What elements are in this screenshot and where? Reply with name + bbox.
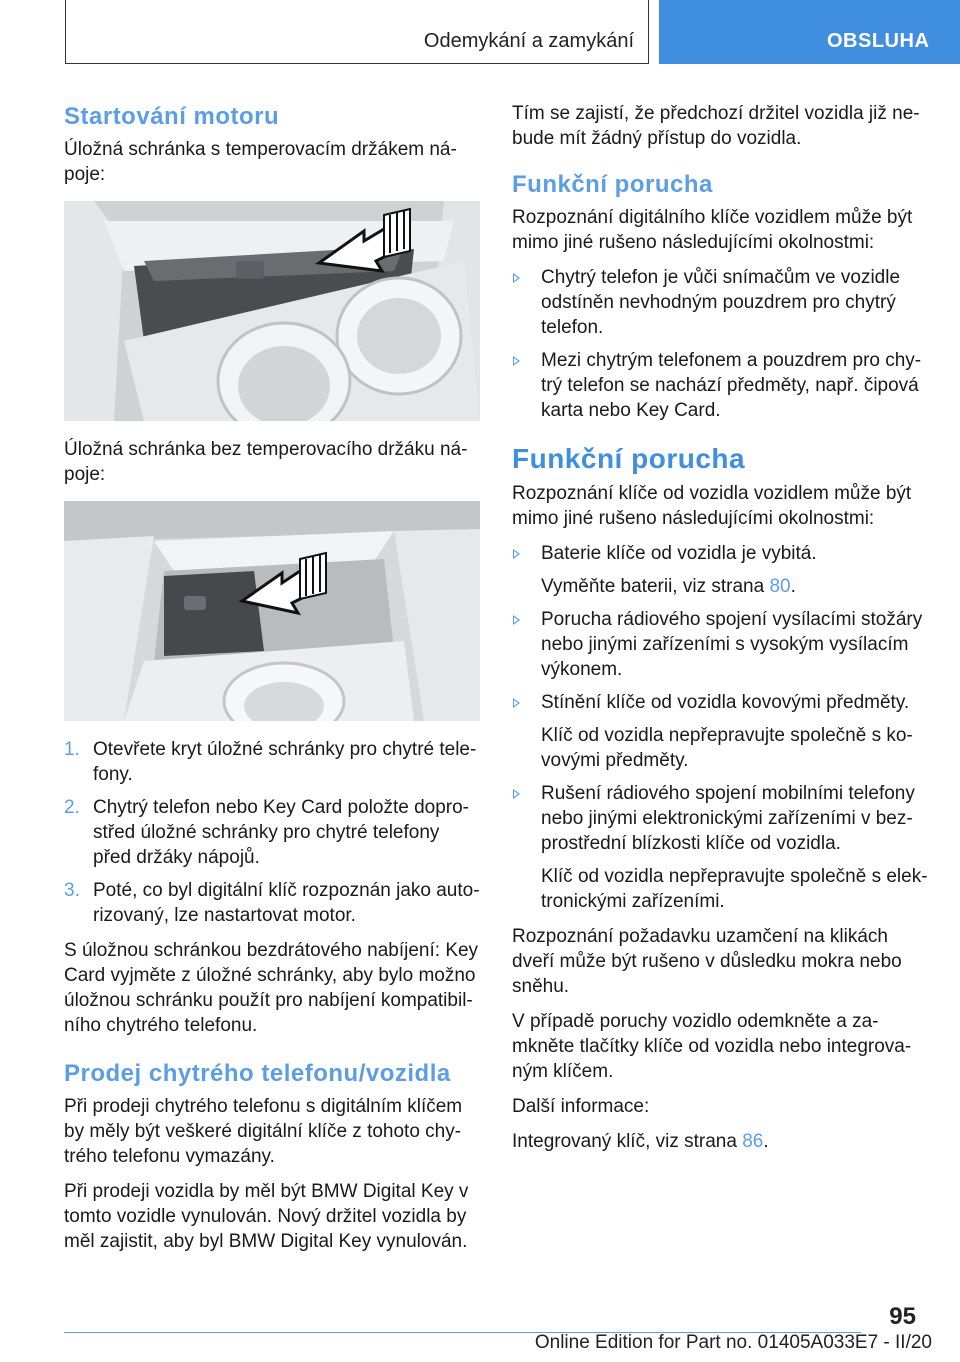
caption-tray-with-holder: Úložná schránka s temperovacím držákem ná-poje: (64, 139, 457, 185)
paragraph-more-info: Další informace: (512, 1096, 650, 1117)
heading-sale: Prodej chytrého telefonu/vozidla (64, 1060, 451, 1087)
list-item (512, 781, 930, 914)
list-item (64, 737, 482, 787)
section-title: Odemykání a zamykání (423, 30, 634, 52)
bullet-triangle-icon (513, 615, 520, 625)
chapter-tab[interactable] (659, 0, 960, 64)
bullet-text: Mezi chytrým telefonem a pouzdrem pro chy-trý telefon se nachází předměty, např. čipová karta nebo Key Card. (541, 350, 922, 421)
paragraph-sale-vehicle: Při prodeji vozidla by měl být BMW Digital Key v tomto vozidle vynulován. Nový držitel vozidla by měl zajistit, aby byl BMW Digital Key vynulován. (64, 1181, 469, 1252)
paragraph-integrated-key (512, 1129, 930, 1154)
heading-malfunction-key: Funkční porucha (512, 443, 746, 474)
bullet-triangle-icon (513, 698, 520, 708)
heading-malfunction: Funkční porucha (512, 171, 713, 198)
note-text: . (790, 576, 796, 597)
bullet-triangle-icon (513, 549, 520, 559)
list-item (512, 690, 930, 773)
bullet-list-digital-key (512, 265, 930, 423)
list-item (64, 878, 482, 928)
list-item (512, 607, 930, 682)
ref-text: Integrovaný klíč, viz strana (512, 1131, 743, 1152)
bullet-list-key (512, 541, 930, 914)
photo-tray-without-holder (64, 501, 480, 721)
bullet-note: Klíč od vozidla nepřepravujte společně s elek-tronickými zařízeními. (541, 866, 928, 912)
ref-text: . (763, 1131, 769, 1152)
left-column (64, 101, 482, 1264)
page-link[interactable]: 80 (769, 576, 791, 597)
note-text: Vyměňte baterii, viz strana (541, 576, 770, 597)
step-text: Poté, co byl digitální klíč rozpoznán jako auto-rizovaný, lze nastartovat motor. (93, 880, 480, 926)
paragraph-door-handle: Rozpoznání požadavku uzamčení na klikách dveří může být rušeno v důsledku mokra nebo sněhu. (512, 926, 902, 997)
step-number: 2. (64, 797, 80, 818)
page-number: 95 (889, 1303, 916, 1330)
paragraph-sale-phone: Při prodeji chytrého telefonu s digitálním klíčem by měly být veškeré digitální klíče z tohoto chy-trého telefonu vymazány. (64, 1096, 463, 1167)
bullet-note (541, 574, 930, 599)
bullet-text: Stínění klíče od vozidla kovovými předměty. (541, 692, 910, 713)
paragraph-digital-key-detection: Rozpoznání digitálního klíče vozidlem může být mimo jiné rušeno následujícími okolnostmi: (512, 207, 913, 253)
heading-engine-start: Startování motoru (64, 103, 280, 130)
paragraph-fallback: V případě poruchy vozidlo odemkněte a za-mkněte tlačítky klíče od vozidla nebo integrova-ným klíčem. (512, 1011, 912, 1082)
step-text: Chytrý telefon nebo Key Card položte dopro-střed úložné schránky pro chytré telefony před držáky nápojů. (93, 797, 469, 868)
paragraph-previous-holder: Tím se zajistí, že předchozí držitel vozidla již ne-bude mít žádný přístup do vozidla. (512, 103, 920, 149)
bullet-text: Porucha rádiového spojení vysílacími stožáry nebo jinými zařízeními s vysokým vysílacím výkonem. (541, 609, 923, 680)
paragraph-key-detection: Rozpoznání klíče od vozidla vozidlem může být mimo jiné rušeno následujícími okolnostmi: (512, 483, 912, 529)
bullet-triangle-icon (513, 273, 520, 283)
bullet-text: Rušení rádiového spojení mobilními telefony nebo jinými elektronickými zařízeními v bez-prostřední blízkosti klíče od vozidla. (541, 783, 915, 854)
bullet-note: Klíč od vozidla nepřepravujte společně s ko-vovými předměty. (541, 725, 913, 771)
header-box (65, 0, 649, 64)
photo-tray-with-temperature-holder (64, 201, 480, 421)
step-list (64, 737, 482, 928)
list-item (64, 795, 482, 870)
list-item (512, 541, 930, 599)
bullet-text: Chytrý telefon je vůči snímačům ve vozidle odstíněn nevhodným pouzdrem pro chytrý telefon. (541, 267, 901, 338)
right-column (512, 101, 930, 1164)
paragraph-wireless-charging: S úložnou schránkou bezdrátového nabíjení: Key Card vyjměte z úložné schránky, aby bylo možno úložnou schránku použít pro nabíjení kompatibil-ního chytrého telefonu. (64, 940, 479, 1036)
step-number: 3. (64, 880, 80, 901)
list-item (512, 348, 930, 423)
caption-tray-without-holder: Úložná schránka bez temperovacího držáku ná-poje: (64, 439, 468, 485)
step-text: Otevřete kryt úložné schránky pro chytré tele-fony. (93, 739, 477, 785)
chapter-tab-label: OBSLUHA (827, 30, 930, 52)
page-link[interactable]: 86 (742, 1131, 764, 1152)
footer-edition: Online Edition for Part no. 01405A033E7 - II/20 (534, 1332, 932, 1353)
step-number: 1. (64, 739, 80, 760)
list-item (512, 265, 930, 340)
bullet-triangle-icon (513, 789, 520, 799)
bullet-triangle-icon (513, 356, 520, 366)
bullet-text: Baterie klíče od vozidla je vybitá. (541, 543, 817, 564)
